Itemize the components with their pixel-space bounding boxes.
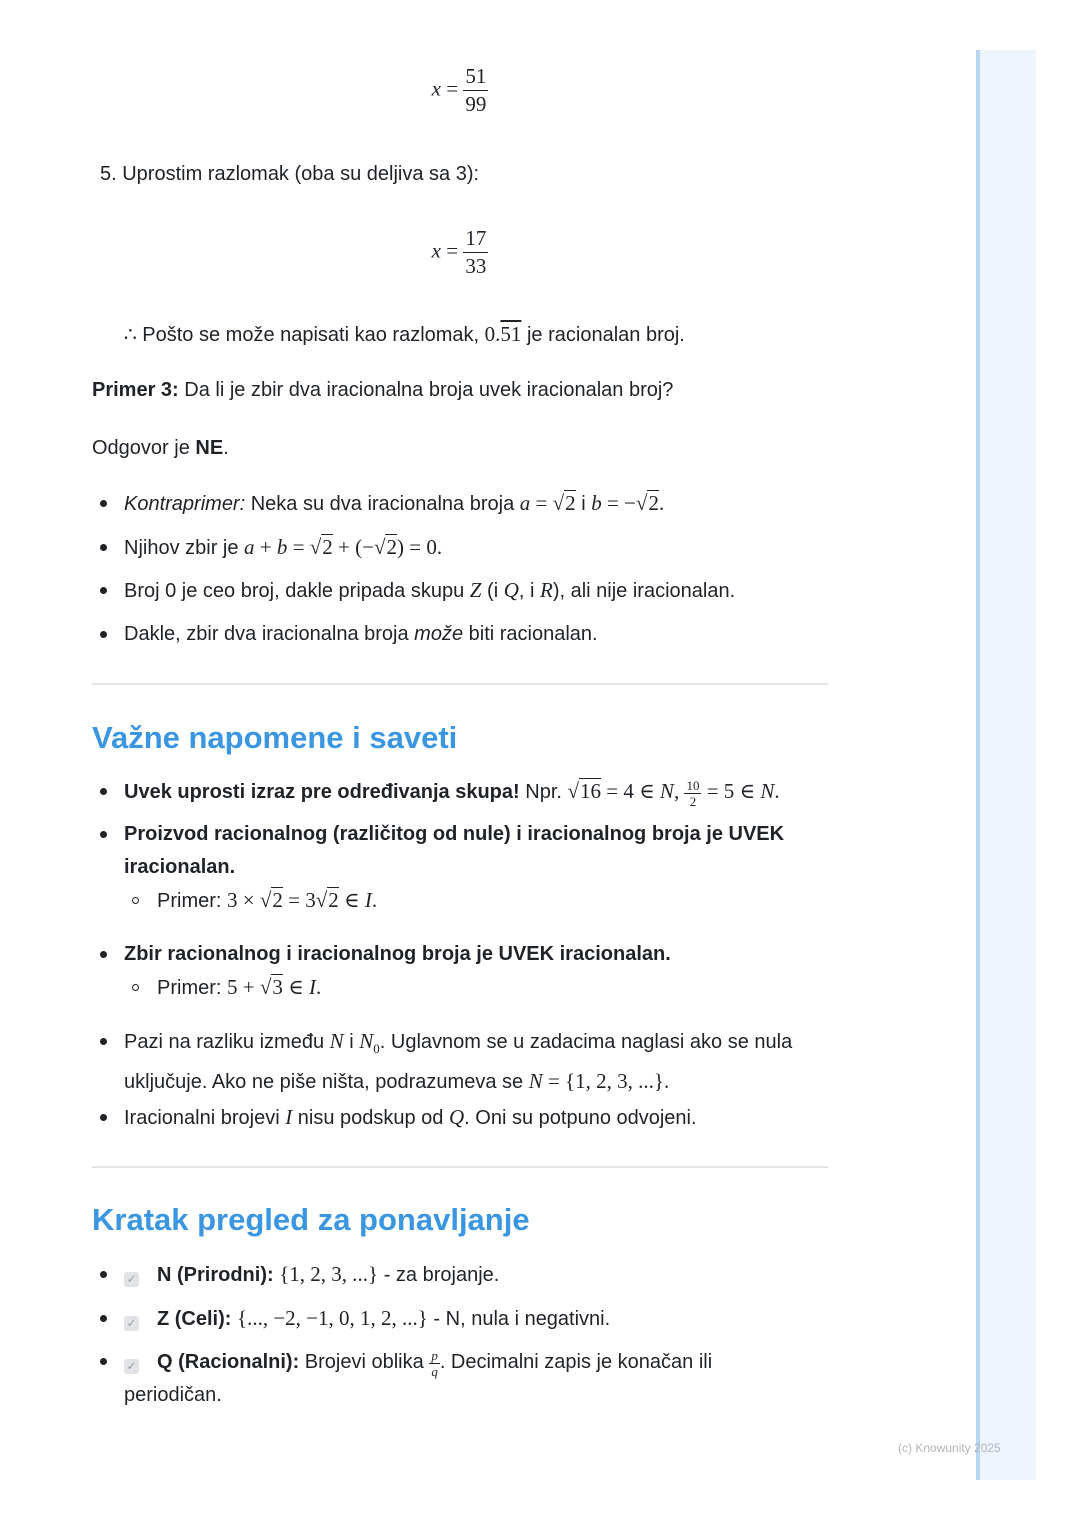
divider <box>92 1166 828 1168</box>
equation-x-17-33: x = $\frac{17}{33}$ <box>431 226 487 278</box>
copyright-footer: (c) Knowunity 2025 <box>898 1441 1001 1455</box>
side-panel <box>976 50 1036 1480</box>
heading-review: Kratak pregled za ponavljanje <box>92 1202 530 1237</box>
list-item: Kontraprimer: Neka su dva iracionalna broja a = √2 i b = −√2. <box>92 487 828 520</box>
list-item: Zbir racionalnog i iracionalnog broja je UVEK iracionalan. <box>92 938 828 971</box>
checkbox-icon: ✓ <box>124 1272 139 1287</box>
list-item: Njihov zbir je a + b = √2 + (−√2) = 0. <box>92 531 828 564</box>
divider <box>92 683 828 685</box>
list-item: ✓ Q (Racionalni): Brojevi oblika $\frac{p}{q}$ . Decimalni zapis je konačan ili periodičan. <box>92 1345 828 1411</box>
heading-notes: Važne napomene i saveti <box>92 720 458 755</box>
list-item: Proizvod racionalnog (različitog od nule) i iracionalnog broja je UVEK iracionalan. <box>92 818 828 884</box>
list-item: ✓ N (Prirodni): {1, 2, 3, ...} - za brojanje. <box>92 1258 828 1291</box>
list-item: Pazi na razliku između N i $N_0$. Uglavnom se u zadacima naglasi ako se nula uključuje. Ako ne piše ništa, podrazumeva se N = {1, 2, 3, ...}. <box>92 1025 828 1091</box>
list-item: ✓ Z (Celi): {..., −2, −1, 0, 1, 2, ...} - N, nula i negativni. <box>92 1302 828 1335</box>
conclusion: ∴ Pošto se može napisati kao razlomak, 0.51 je racionalan broj. <box>124 322 685 346</box>
step-5: 5. Uprostim razlomak (oba su deljiva sa 3): <box>100 163 480 185</box>
list-item: Uvek uprosti izraz pre određivanja skupa! Npr. √16 = 4 ∈ N, $\frac{10}{2}$ = 5 ∈ N. <box>92 775 828 808</box>
checkbox-icon: ✓ <box>124 1359 139 1374</box>
list-item: Dakle, zbir dva iracionalna broja može biti racionalan. <box>92 618 828 651</box>
checkbox-icon: ✓ <box>124 1316 139 1331</box>
primer-3: Primer 3: Da li je zbir dva iracionalna broja uvek iracionalan broj? <box>92 379 674 401</box>
odgovor: Odgovor je NE. <box>92 437 229 459</box>
equation-x-51-99: x = $\frac{51}{99}$ <box>431 64 487 116</box>
list-item: Iracionalni brojevi I nisu podskup od Q. Oni su potpuno odvojeni. <box>92 1101 828 1134</box>
list-item: Broj 0 je ceo broj, dakle pripada skupu Z (i Q, i R), ali nije iracionalan. <box>92 574 828 607</box>
